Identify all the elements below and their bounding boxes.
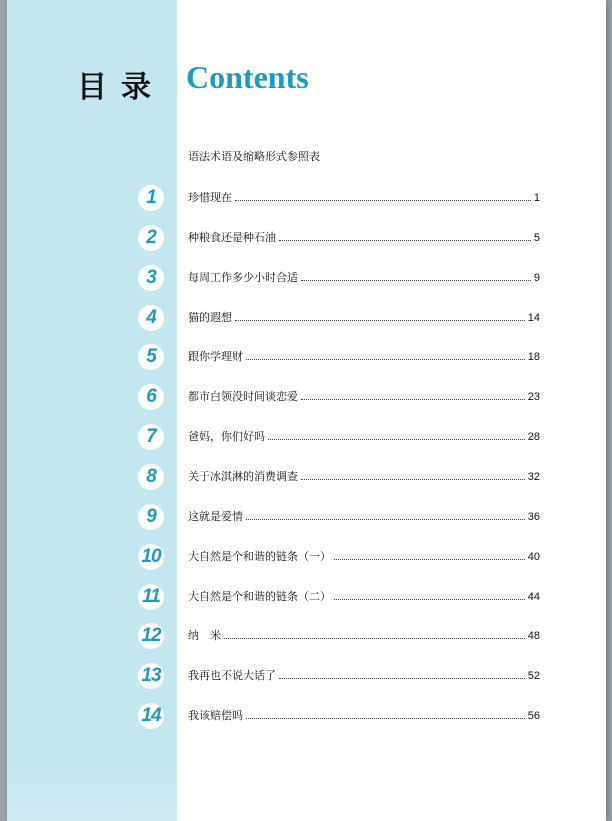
lesson-number-badge: 9 xyxy=(138,504,164,530)
page-number: 44 xyxy=(527,591,540,603)
toc-line xyxy=(188,510,540,524)
dot-leader xyxy=(301,479,525,480)
toc-line xyxy=(188,470,540,484)
toc-line xyxy=(188,271,540,285)
lesson-number-badge: 13 xyxy=(138,663,164,689)
dot-leader xyxy=(224,638,525,639)
toc-entry[interactable] xyxy=(7,384,606,410)
abbreviations-link[interactable]: 语法术语及缩略形式参照表 xyxy=(188,150,320,163)
page-number: 36 xyxy=(527,511,540,523)
dot-leader xyxy=(279,678,525,679)
toc-entry[interactable] xyxy=(7,464,606,490)
page-number: 40 xyxy=(527,551,540,563)
page-number: 9 xyxy=(533,272,540,284)
lesson-title[interactable]: 珍惜现在 xyxy=(188,191,232,204)
lesson-number-badge: 11 xyxy=(138,584,164,610)
lesson-number-badge: 6 xyxy=(138,384,164,410)
page-number: 1 xyxy=(533,192,540,204)
page-number: 56 xyxy=(527,710,540,722)
toc-entry[interactable] xyxy=(7,424,606,450)
lesson-number-badge: 1 xyxy=(138,185,164,211)
dot-leader xyxy=(235,320,525,321)
toc-line xyxy=(188,590,540,604)
toc-entry[interactable] xyxy=(7,623,606,649)
lesson-number-badge: 7 xyxy=(138,424,164,450)
page-number: 52 xyxy=(527,670,540,682)
lesson-number-badge: 2 xyxy=(138,225,164,251)
lesson-title[interactable]: 大自然是个和谐的链条（一） xyxy=(188,550,331,563)
dot-leader xyxy=(334,559,525,560)
toc-entry[interactable] xyxy=(7,305,606,331)
toc-entry[interactable] xyxy=(7,265,606,291)
lesson-title[interactable]: 每周工作多少小时合适 xyxy=(188,271,298,284)
lesson-title[interactable]: 种粮食还是种石油 xyxy=(188,231,276,244)
toc-entry[interactable] xyxy=(7,344,606,370)
page-number: 5 xyxy=(533,232,540,244)
lesson-number-badge: 14 xyxy=(138,703,164,729)
lesson-title[interactable]: 我再也不说大话了 xyxy=(188,669,276,682)
dot-leader xyxy=(334,599,525,600)
lesson-title[interactable]: 猫的遐想 xyxy=(188,311,232,324)
dot-leader xyxy=(279,240,531,241)
dot-leader xyxy=(301,399,525,400)
sidebar-band xyxy=(7,0,177,821)
page-title-english: Contents xyxy=(186,59,309,95)
lesson-title[interactable]: 爸妈，你们好吗 xyxy=(188,430,265,443)
toc-line xyxy=(188,311,540,325)
toc-entry[interactable] xyxy=(7,185,606,211)
toc-line xyxy=(188,629,540,643)
dot-leader xyxy=(246,519,525,520)
page-number: 18 xyxy=(527,351,540,363)
toc-line xyxy=(188,709,540,723)
dot-leader xyxy=(235,200,531,201)
page-number: 28 xyxy=(527,431,540,443)
toc-entry[interactable] xyxy=(7,703,606,729)
toc-entry[interactable] xyxy=(7,504,606,530)
page-number: 23 xyxy=(527,391,540,403)
toc-line xyxy=(188,390,540,404)
dot-leader xyxy=(246,718,525,719)
lesson-number-badge: 12 xyxy=(138,623,164,649)
dot-leader xyxy=(246,359,525,360)
toc-line xyxy=(188,191,540,205)
lesson-title[interactable]: 纳 米 xyxy=(188,629,221,642)
lesson-title[interactable]: 大自然是个和谐的链条（二） xyxy=(188,590,331,603)
toc-entry[interactable] xyxy=(7,663,606,689)
toc-line xyxy=(188,430,540,444)
toc-entry[interactable] xyxy=(7,544,606,570)
page-number: 48 xyxy=(527,630,540,642)
toc-line xyxy=(188,550,540,564)
toc-entry[interactable] xyxy=(7,584,606,610)
lesson-number-badge: 3 xyxy=(138,265,164,291)
toc-line xyxy=(188,350,540,364)
lesson-title[interactable]: 关于冰淇淋的消费调查 xyxy=(188,470,298,483)
lesson-title[interactable]: 跟你学理财 xyxy=(188,350,243,363)
toc-line xyxy=(188,669,540,683)
lesson-number-badge: 4 xyxy=(138,305,164,331)
page-number: 32 xyxy=(527,471,540,483)
toc-line xyxy=(188,231,540,245)
lesson-number-badge: 5 xyxy=(138,344,164,370)
toc-entry[interactable] xyxy=(7,225,606,251)
lesson-title[interactable]: 我该赔偿吗 xyxy=(188,709,243,722)
document-page xyxy=(7,0,606,821)
dot-leader xyxy=(301,280,531,281)
dot-leader xyxy=(268,439,525,440)
lesson-number-badge: 10 xyxy=(138,544,164,570)
lesson-title[interactable]: 都市白领没时间谈恋爱 xyxy=(188,390,298,403)
lesson-number-badge: 8 xyxy=(138,464,164,490)
page-number: 14 xyxy=(527,312,540,324)
lesson-title[interactable]: 这就是爱情 xyxy=(188,510,243,523)
page-title-chinese: 目录 xyxy=(77,70,165,105)
